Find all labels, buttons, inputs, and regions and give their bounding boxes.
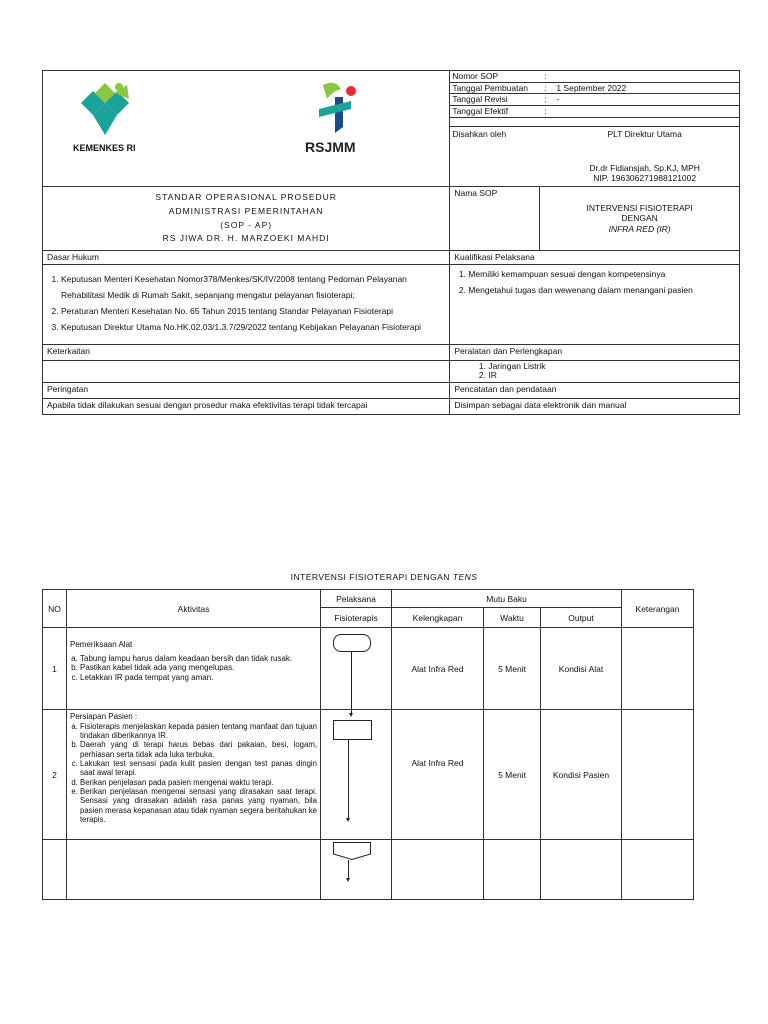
meta-row-nomor: Nomor SOP : <box>450 71 739 83</box>
procedure-title: INTERVENSI FISIOTERAPI DENGAN TENS <box>290 572 478 582</box>
approval-block <box>450 127 739 184</box>
activity-step: b. Pastikan kabel tidak ada yang mengelupas. <box>80 663 317 673</box>
col-waktu: Waktu <box>484 608 541 628</box>
disahkan-label: Disahkan oleh <box>452 128 507 139</box>
activity-step: a. Tabung lampu harus dalam keadaan bersih dan tidak rusak. <box>80 654 317 664</box>
keterkaitan-label: Keterkaitan <box>43 345 450 361</box>
kemenkes-label: KEMENKES RI <box>73 143 136 153</box>
col-keterangan: Keterangan <box>622 590 694 628</box>
meta-row-pembuatan: Tanggal Pembuatan : 1 September 2022 <box>450 83 739 95</box>
sop-title: STANDAR OPERASIONAL PROSEDUR ADMINISTRASI PEMERINTAHAN (SOP - AP) RS JIWA DR. H. MARZOEKI MAHDI <box>43 187 450 251</box>
flow-process-box <box>333 720 372 740</box>
peralatan-item: 2. IR <box>488 371 735 380</box>
kualifikasi-list <box>450 265 740 345</box>
flow-connector <box>348 860 349 878</box>
col-no: NO <box>43 590 67 628</box>
row-kelengkapan: Alat Infra Red <box>392 628 484 710</box>
col-fisioterapis: Fisioterapis <box>321 608 392 628</box>
row-no <box>43 840 67 900</box>
col-pelaksana: Pelaksana <box>321 590 392 608</box>
col-output: Output <box>541 608 622 628</box>
pencatatan-text: Disimpan sebagai data elektronik dan manual <box>450 398 740 414</box>
pencatatan-label: Pencatatan dan pendataan <box>450 382 740 398</box>
meta-row-efektif: Tanggal Efektif : <box>450 106 739 118</box>
row-waktu: 5 Menit <box>484 710 541 840</box>
flow-arrow-icon <box>346 818 350 822</box>
peringatan-label: Peringatan <box>43 382 450 398</box>
col-aktivitas: Aktivitas <box>67 590 321 628</box>
sop-header-table <box>42 70 740 415</box>
row-no: 1 <box>43 628 67 710</box>
peralatan-item: 1. Jaringan Listrik <box>488 362 735 371</box>
dasar-hukum-list <box>43 265 450 345</box>
dasar-hukum-item: 3. Keputusan Direktur Utama No.HK.02.03/1.3.7/29/2022 tentang Kebijakan Pelayanan Fisioterapi <box>61 319 445 335</box>
activity-step: c. Letakkan IR pada tempat yang aman. <box>80 673 317 683</box>
approver-title: PLT Direktur Utama <box>607 128 682 139</box>
rsjmm-logo <box>305 77 365 137</box>
row-aktivitas <box>67 840 321 900</box>
activity-step: e. Berikan penjelasan mengenai sensasi yang dirasakan saat terapi. Sensasi yang dirasakan adalah rasa panas yang nyaman, bila pasien merasa kepanasan atau tidak nyaman segera beritahukan ke terapis. <box>80 787 317 824</box>
dasar-hukum-item: 2. Peraturan Menteri Kesehatan No. 65 Tahun 2015 tentang Standar Pelayanan Fisioterapi <box>61 303 445 319</box>
approver-nip: NIP. 196306271988121002 <box>593 172 697 183</box>
meta-cell <box>450 71 740 187</box>
row-kelengkapan <box>392 840 484 900</box>
kualifikasi-item: 2. Mengetahui tugas dan wewenang dalam menangani pasien <box>468 282 735 298</box>
row-keterangan <box>622 840 694 900</box>
rsjmm-label: RSJMM <box>305 139 356 155</box>
dasar-hukum-label: Dasar Hukum <box>43 251 450 265</box>
peralatan-label: Peralatan dan Perlengkapan <box>450 345 740 361</box>
row-no: 2 <box>43 710 67 840</box>
flow-offpage-connector <box>333 842 371 860</box>
row-output: Kondisi Alat <box>541 628 622 710</box>
activity-step: a. Fisioterapis menjelaskan kepada pasien tentang manfaat dan tujuan tindakan diberikannya IR. <box>80 722 317 741</box>
row-kelengkapan: Alat Infra Red <box>392 710 484 840</box>
peringatan-text: Apabila tidak dilakukan sesuai dengan prosedur maka efektivitas terapi tidak tercapai <box>43 398 450 414</box>
row-output <box>541 840 622 900</box>
col-kelengkapan: Kelengkapan <box>392 608 484 628</box>
flow-arrow-icon <box>346 878 350 882</box>
col-mutu-baku: Mutu Baku <box>392 590 622 608</box>
nama-sop-value: INTERVENSI FISIOTERAPI DENGAN INFRA RED (IR) <box>540 187 740 251</box>
nama-sop-label: Nama SOP <box>450 187 540 251</box>
kemenkes-logo <box>75 79 135 139</box>
activity-step: c. Lakukan test sensasi pada kulit pasien dengan test panas dingin saat awal terapi. <box>80 759 317 778</box>
dasar-hukum-item: 1. Keputusan Menteri Kesehatan Nomor378/Menkes/SK/IV/2008 tentang Pedoman Pelayanan Rehabilitasi Medik di Rumah Sakit, sepanjang mengatur pelayanan fisioterapi; <box>61 271 445 303</box>
kualifikasi-item: 1. Memiliki kemampuan sesuai dengan kompetensinya <box>468 266 735 282</box>
activity-step: b. Daerah yang di terapi harus bebas dari pakaian, besi, logam, perhiasan serta tidak ada luka terbuka. <box>80 740 317 759</box>
row-keterangan <box>622 628 694 710</box>
flow-connector <box>351 651 352 713</box>
row-waktu: 5 Menit <box>484 628 541 710</box>
row-waktu <box>484 840 541 900</box>
kualifikasi-label: Kualifikasi Pelaksana <box>450 251 740 265</box>
row-aktivitas: Persiapan Pasien : a. Fisioterapis menjelaskan kepada pasien tentang manfaat dan tujuan tindakan diberikannya IR. b. Daerah yang di terapi harus bebas dari pakaian, besi, logam, perhiasan serta tidak ada luka terbuka. c. Lakukan test sensasi pada kulit pasien dengan test panas dingin saat awal terapi. d. Berikan penjelasan pada pasien mengenai waktu terapi. e. Berikan penjelasan mengenai sensasi yang dirasakan saat terapi. Sensasi yang dirasakan adalah rasa panas yang nyaman, bila pasien merasa kepanasan atau tidak nyaman segera beritahukan ke terapis. <box>67 710 321 840</box>
peralatan-list <box>450 361 740 383</box>
row-aktivitas: Pemeriksaan Alat a. Tabung lampu harus dalam keadaan bersih dan tidak rusak. b. Pastikan kabel tidak ada yang mengelupas. c. Letakkan IR pada tempat yang aman. <box>67 628 321 710</box>
flow-start-terminator <box>333 634 371 652</box>
flow-connector <box>348 739 349 818</box>
approver-name: Dr.dr Fidiansjah, Sp.KJ, MPH <box>589 162 700 173</box>
activity-step: d. Berikan penjelasan pada pasien mengenai waktu terapi. <box>80 778 317 787</box>
row-output: Kondisi Pasien <box>541 710 622 840</box>
logo-cell <box>43 71 450 187</box>
flow-arrow-icon <box>349 713 353 717</box>
row-keterangan <box>622 710 694 840</box>
keterkaitan-value <box>43 361 450 383</box>
meta-row-revisi: Tanggal Revisi : - <box>450 94 739 106</box>
